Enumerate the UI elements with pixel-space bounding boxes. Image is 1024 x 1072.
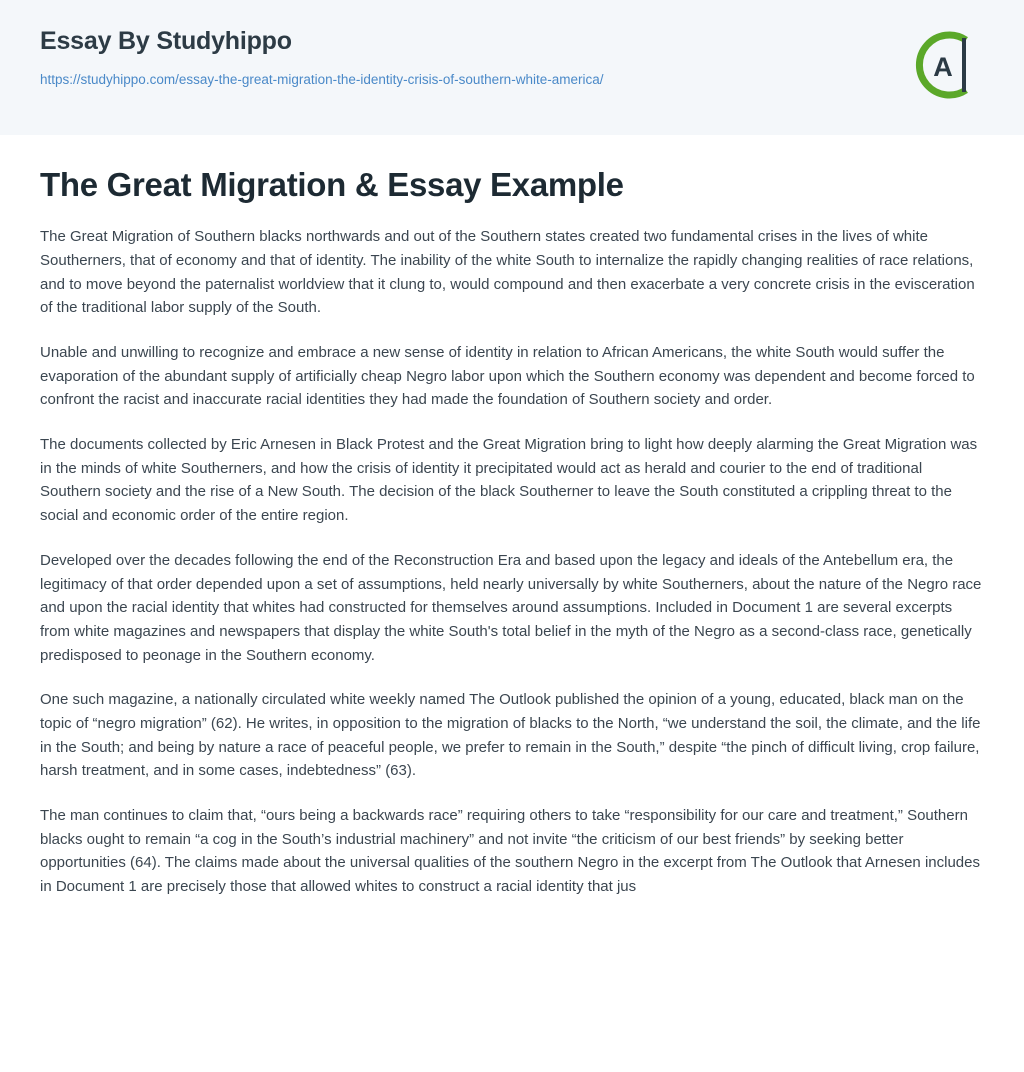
paragraph: Unable and unwilling to recognize and embrace a new sense of identity in relation to African Americans, the white South would suffer the evaporation of the abundant supply of artificially cheap Negro labor upon which the Southern economy was dependent and become forced to confront the racist and inaccurate racial identities they had made the foundation of Southern society and order. — [40, 344, 975, 409]
source-url-link[interactable]: https://studyhippo.com/essay-the-great-migration-the-identity-crisis-of-southern-white-america/ — [40, 72, 604, 87]
page-header — [0, 0, 1024, 135]
article-body — [0, 135, 1024, 909]
studyhippo-logo-icon — [904, 26, 982, 104]
page-title: The Great Migration & Essay Example — [40, 166, 624, 203]
paragraph: The man continues to claim that, “ours being a backwards race” requiring others to take “responsibility for our care and treatment,” Southern blacks ought to remain “a cog in the South’s industrial machinery” and not invite “the criticism of our best friends” by seeking better opportunities (64). The claims made about the universal qualities of the southern Negro in the excerpt from The Outlook that Arnesen includes in Document 1 are precisely those that allowed whites to construct a racial identity that jus — [40, 807, 980, 896]
paragraph: The documents collected by Eric Arnesen in Black Protest and the Great Migration bring to light how deeply alarming the Great Migration was in the minds of white Southerners, and how the crisis of identity it precipitated would act as herald and courier to the end of traditional Southern society and the rise of a New South. The decision of the black Southerner to leave the South constituted a crippling threat to the social and economic order of the entire region. — [40, 436, 978, 525]
paragraph: Developed over the decades following the end of the Reconstruction Era and based upon the legacy and ideals of the Antebellum era, the legitimacy of that order depended upon a set of assumptions, held nearly universally by white Southerners, about the nature of the Negro race and upon the racial identity that whites had constructed for themselves around assumptions. Included in Document 1 are several excerpts from white magazines and newspapers that display the white South's total belief in the myth of the Negro as a second-class race, genetically predisposed to peonage in the Southern economy. — [40, 551, 982, 664]
paragraph: One such magazine, a nationally circulated white weekly named The Outlook published the opinion of a young, educated, black man on the topic of “negro migration” (62). He writes, in opposition to the migration of blacks to the North, “we understand the soil, the climate, and the life in the South; and being by nature a race of peaceful people, we prefer to remain in the South,” despite “the pinch of difficult living, crop failure, harsh treatment, and in some cases, indebtedness” (63). — [40, 691, 981, 780]
paragraph: The Great Migration of Southern blacks northwards and out of the Southern states created two fundamental crises in the lives of white Southerners, that of economy and that of identity. The inability of the white South to internalize the rapidly changing realities of race relations, and to move beyond the paternalist worldview that it clung to, would compound and then exacerbate a very concrete crisis in the evisceration of the traditional labor supply of the South. — [40, 228, 975, 317]
site-title: Essay By Studyhippo — [40, 27, 292, 55]
svg-text:A: A — [933, 52, 953, 82]
